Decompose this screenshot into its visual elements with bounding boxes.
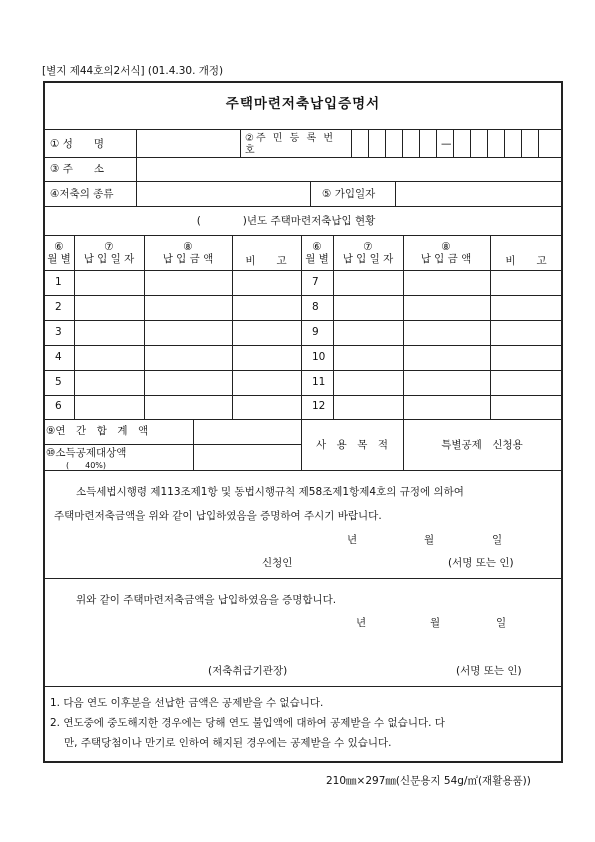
purpose-value: 특별공제 신청용 — [441, 439, 523, 451]
request-text-line2: 주택마련저축금액을 위와 같이 납입하였음을 증명하여 주시기 바랍니다. — [54, 510, 382, 522]
resident-number-label: ②주 민 등 록 번 호 — [245, 133, 335, 156]
name-field[interactable] — [137, 130, 240, 157]
year-status-heading: ( )년도 주택마련저축납입 현황 — [196, 215, 376, 227]
col-date-left: ⑦ 납 입 일 자 — [83, 241, 135, 266]
col-month-left: ⑥ 월 별 — [47, 241, 71, 266]
address-label: ③ 주 소 — [50, 163, 105, 175]
month-cell: 11 — [312, 376, 326, 388]
month-cell: 1 — [55, 276, 62, 288]
rule — [310, 182, 311, 206]
rule — [403, 236, 404, 470]
col-note-left: 비 고 — [245, 255, 287, 267]
paper-spec: 210㎜×297㎜(신문용지 54g/㎡(재활용품)) — [326, 775, 531, 787]
month-cell: 6 — [55, 400, 62, 412]
request-day: 일 — [492, 534, 503, 546]
resident-number-dash: — — [441, 138, 452, 150]
col-amount-left: ⑧ 납 입 금 액 — [162, 241, 214, 266]
address-field[interactable] — [137, 158, 562, 181]
annual-total-label: ⑨연 간 합 계 액 — [46, 425, 149, 437]
rule — [74, 236, 75, 419]
deduction-sub: ( 40%) — [66, 461, 107, 470]
certify-year: 년 — [356, 617, 367, 629]
col-date-right: ⑦ 납 입 일 자 — [342, 241, 394, 266]
rule — [144, 236, 145, 419]
rule — [44, 470, 562, 471]
request-month: 월 — [424, 534, 435, 546]
note-2: 2. 연도중에 중도해지한 경우에는 당해 연도 불입액에 대하여 공제받을 수 없습니다. 다 — [50, 717, 445, 729]
institution-label: (저축취급기관장) — [208, 665, 288, 677]
rule — [44, 295, 562, 296]
rule — [44, 419, 562, 420]
request-year: 년 — [347, 534, 358, 546]
resident-number-field[interactable] — [352, 130, 562, 157]
applicant-sign: (서명 또는 인) — [448, 557, 514, 569]
month-cell: 9 — [312, 326, 319, 338]
rule — [240, 130, 241, 157]
rule — [44, 370, 562, 371]
col-amount-right: ⑧ 납 입 금 액 — [420, 241, 472, 266]
applicant-label: 신청인 — [262, 557, 293, 569]
form-title: 주택마련저축납입증명서 — [225, 96, 381, 112]
deduction-label: ⑩소득공제대상액 — [46, 447, 127, 459]
rule — [333, 236, 334, 419]
savings-type-field[interactable] — [137, 182, 310, 206]
certify-day: 일 — [496, 617, 507, 629]
rule — [490, 236, 491, 419]
month-cell: 5 — [55, 376, 62, 388]
col-month-right: ⑥ 월 별 — [305, 241, 329, 266]
request-text-line1: 소득세법시행령 제113조제1항 및 동법시행규칙 제58조제1항제4호의 규정에 의하여 — [76, 486, 464, 498]
rule — [44, 270, 562, 271]
name-label: ① 성 명 — [50, 138, 105, 150]
annual-total-field[interactable] — [194, 420, 301, 444]
savings-type-label: ④저축의 종류 — [50, 188, 114, 200]
month-cell: 7 — [312, 276, 319, 288]
rule — [44, 578, 562, 579]
month-cell: 12 — [312, 400, 326, 412]
rule — [301, 236, 302, 470]
rule — [44, 235, 562, 236]
rule — [44, 320, 562, 321]
rule — [232, 236, 233, 419]
certify-text: 위와 같이 주택마련저축금액을 납입하였음을 증명합니다. — [76, 594, 337, 606]
certify-month: 월 — [430, 617, 441, 629]
rule — [44, 395, 562, 396]
join-date-field[interactable] — [396, 182, 562, 206]
month-cell: 8 — [312, 301, 319, 313]
institution-sign: (서명 또는 인) — [456, 665, 522, 677]
rule — [44, 206, 562, 207]
rule — [44, 345, 562, 346]
month-cell: 4 — [55, 351, 62, 363]
purpose-label: 사 용 목 적 — [315, 439, 389, 451]
month-cell: 3 — [55, 326, 62, 338]
note-2-continued: 만, 주택당첨이나 만기로 인하여 해지된 경우에는 공제받을 수 있습니다. — [64, 737, 392, 749]
rule — [44, 686, 562, 687]
month-cell: 10 — [312, 351, 326, 363]
note-1: 1. 다음 연도 이후분을 선납한 금액은 공제받을 수 없습니다. — [50, 697, 324, 709]
col-note-right: 비 고 — [505, 255, 547, 267]
join-date-label: ⑤ 가입일자 — [322, 188, 376, 200]
form-reference: [별지 제44호의2서식] (01.4.30. 개정) — [42, 65, 224, 77]
deduction-field[interactable] — [194, 445, 301, 470]
month-cell: 2 — [55, 301, 62, 313]
